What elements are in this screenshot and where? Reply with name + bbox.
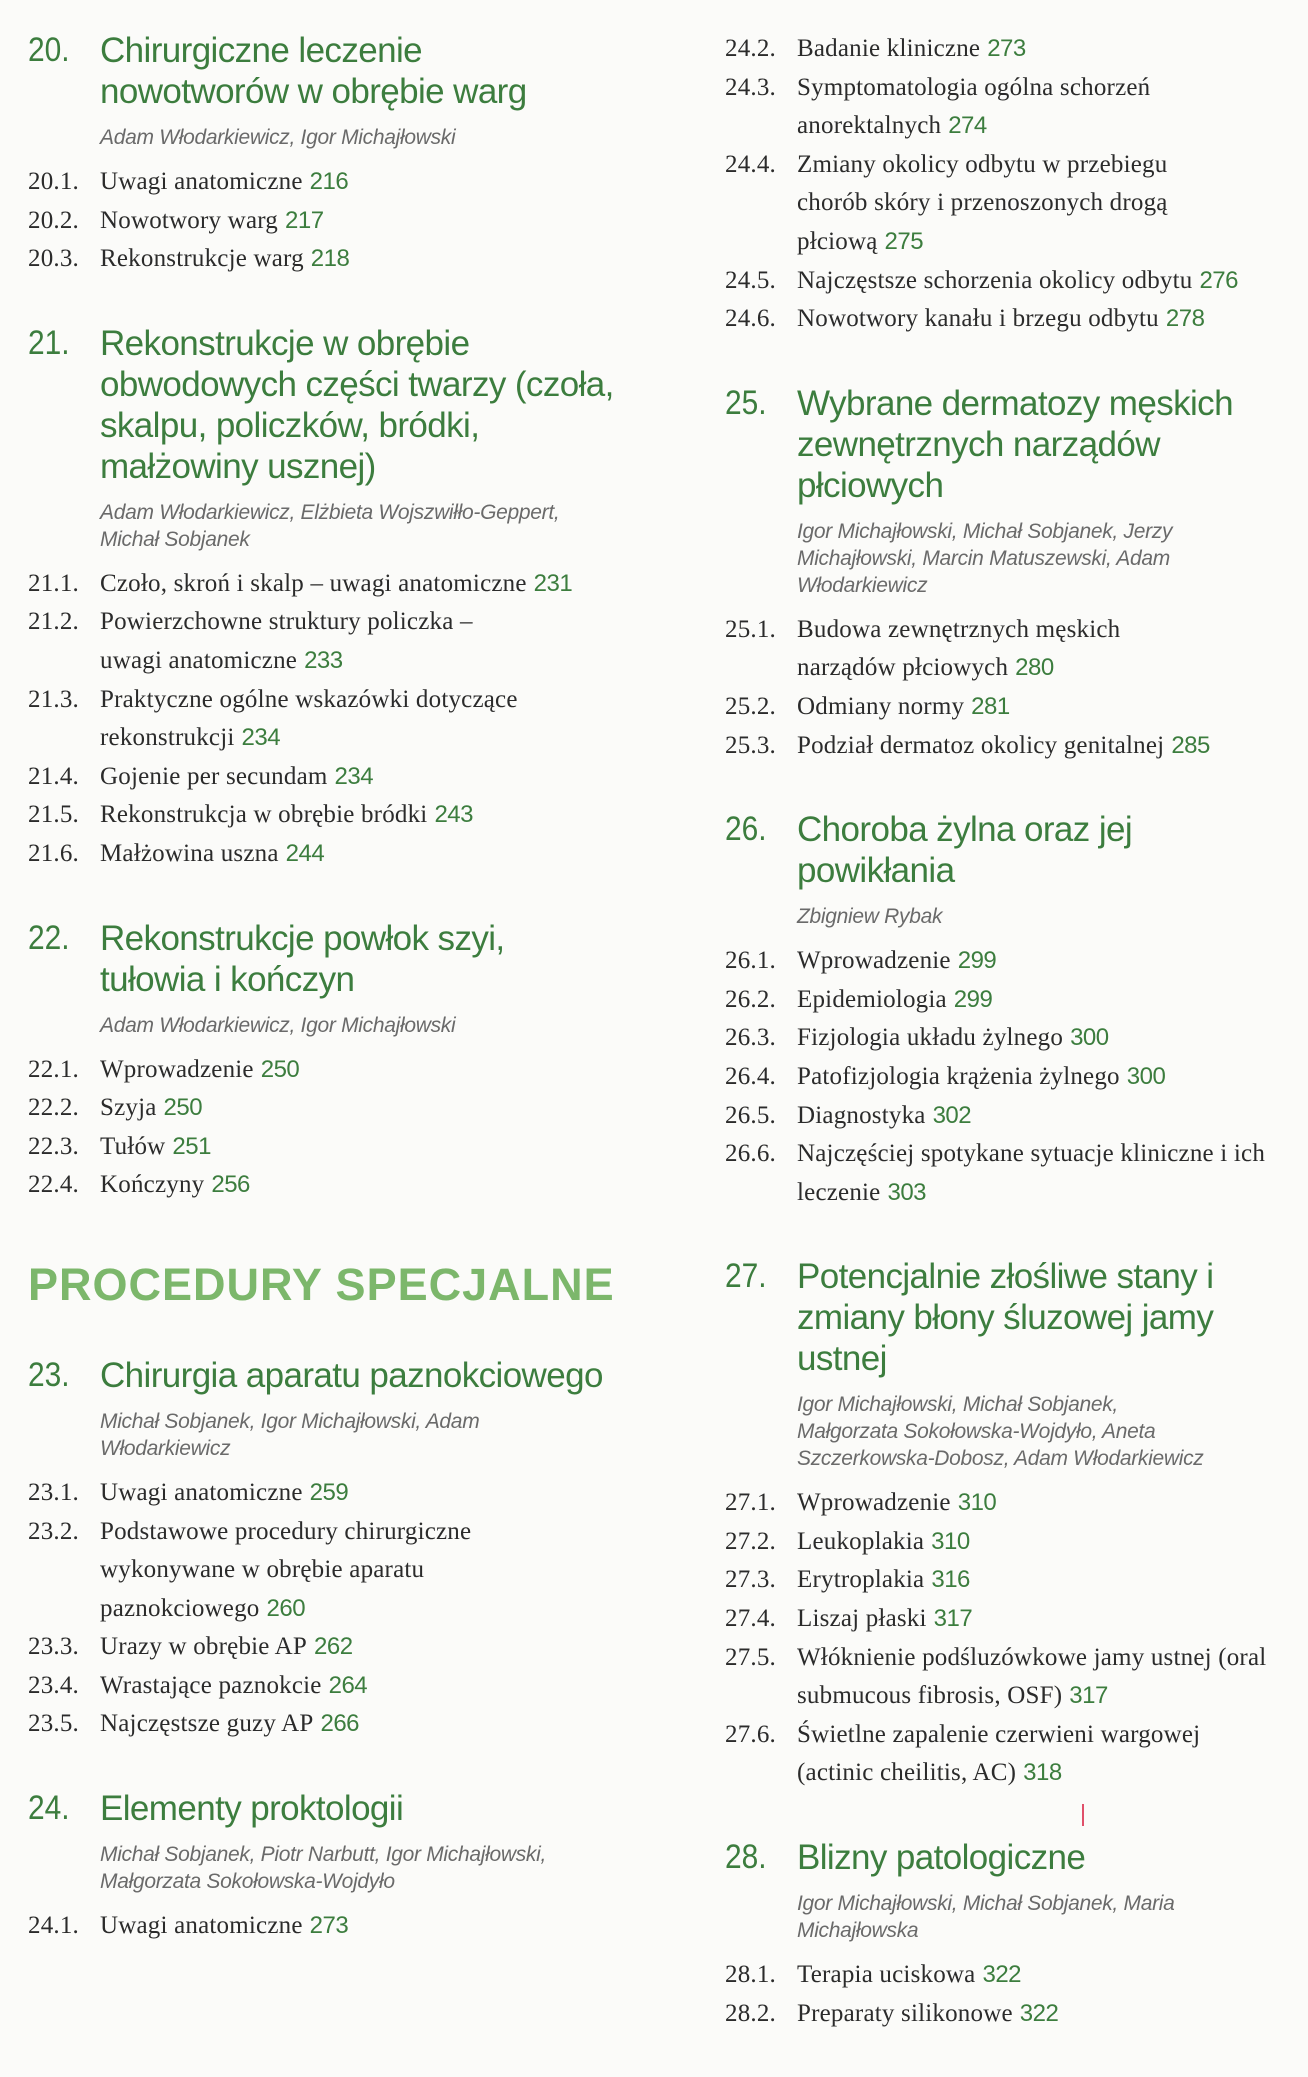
item-title: Rekonstrukcja w obrębie bródki: [100, 801, 428, 829]
item-title: Erytroplakia: [797, 1566, 925, 1594]
page-number[interactable]: 273: [987, 35, 1026, 62]
item-number: 21.1.: [28, 569, 79, 597]
chapter-authors: Michał Sobjanek, Igor Michajłowski, Adam Włodarkiewicz: [100, 1409, 480, 1460]
toc-item[interactable]: [725, 1135, 1295, 1212]
item-number: 20.3.: [28, 245, 79, 273]
toc-item[interactable]: [28, 1128, 658, 1167]
item-number: 27.3.: [725, 1566, 776, 1594]
page-number[interactable]: 250: [260, 1055, 300, 1083]
chapter-number: 24.: [28, 1789, 70, 1828]
page-number[interactable]: 278: [1165, 305, 1205, 333]
toc-item[interactable]: [725, 727, 1295, 766]
toc-item[interactable]: [725, 1716, 1295, 1793]
item-title: Świetlne zapalenie czerwieni wargowej (actinic cheilitis, AC): [797, 1720, 1201, 1787]
item-number: 26.1.: [725, 947, 776, 975]
page-number[interactable]: 218: [310, 245, 350, 273]
chapter-number: 20.: [28, 31, 70, 69]
item-number: 24.2.: [725, 35, 776, 62]
item-title: Najczęstsze guzy AP: [100, 1710, 314, 1738]
item-number: 28.1.: [725, 1961, 776, 1989]
item-number: 23.1.: [28, 1478, 79, 1506]
item-title: Uwagi anatomiczne: [100, 168, 303, 195]
page-number[interactable]: 322: [1019, 1999, 1059, 2027]
chapter-title[interactable]: Potencjalnie złośliwe stany i zmiany błony śluzowej jamy ustnej: [797, 1257, 1214, 1379]
toc-item[interactable]: [28, 758, 658, 797]
item-number: 25.2.: [725, 692, 776, 720]
item-title: Wprowadzenie: [100, 1055, 254, 1083]
chapter-22: [28, 918, 658, 1205]
chapter-heading: [28, 30, 658, 112]
item-title: Włóknienie podśluzówkowe jamy ustnej (oral submucous fibrosis, OSF): [797, 1643, 1267, 1710]
item-number: 22.3.: [28, 1132, 79, 1160]
page-number[interactable]: 273: [309, 1912, 349, 1940]
item-title: Małżowina uszna: [100, 839, 279, 867]
chapter-authors: Adam Włodarkiewicz, Igor Michajłowski: [100, 1013, 456, 1037]
item-number: 24.6.: [725, 305, 776, 333]
chapter-number: 28.: [725, 1838, 767, 1877]
item-number: 23.3.: [28, 1633, 79, 1661]
item-title: Wprowadzenie: [797, 1489, 951, 1517]
toc-item[interactable]: [28, 835, 658, 874]
page-number[interactable]: 216: [309, 168, 349, 195]
right-column: [725, 30, 1295, 2077]
item-title: Odmiany normy: [797, 692, 965, 720]
item-number: 25.1.: [725, 615, 776, 643]
toc-item[interactable]: [28, 202, 658, 241]
toc-item[interactable]: [28, 681, 658, 758]
item-title: Uwagi anatomiczne: [100, 1912, 303, 1940]
page-number[interactable]: 233: [304, 646, 343, 674]
page-number[interactable]: 234: [241, 724, 281, 752]
toc-item[interactable]: [28, 603, 658, 680]
chapter-number: 22.: [28, 918, 70, 957]
chapter-heading: [28, 918, 658, 1000]
toc-item[interactable]: [725, 1523, 1295, 1562]
item-number: 26.5.: [725, 1101, 776, 1129]
item-title: Liszaj płaski: [797, 1605, 927, 1633]
toc-item[interactable]: [28, 1513, 658, 1629]
page-number[interactable]: 310: [957, 1489, 997, 1517]
chapter-heading: [28, 323, 658, 487]
item-number: 20.1.: [28, 168, 79, 195]
page-number[interactable]: 317: [933, 1605, 973, 1633]
chapter-authors: Igor Michajłowski, Michał Sobjanek, Maria Michajłowska: [797, 1892, 1175, 1943]
toc-item[interactable]: [28, 1628, 658, 1667]
scan-mark: [1082, 1804, 1084, 1826]
chapter-26: [725, 809, 1295, 1212]
chapter-title[interactable]: Choroba żylna oraz jej powikłania: [797, 810, 1133, 891]
chapter-title[interactable]: Chirurgiczne leczenie nowotworów w obrębie warg: [100, 31, 527, 111]
item-number: 24.4.: [725, 150, 776, 178]
toc-item[interactable]: [725, 1097, 1295, 1136]
chapter-number: 23.: [28, 1355, 70, 1394]
chapter-authors: Igor Michajłowski, Michał Sobjanek, Jerzy Michajłowski, Marcin Matuszewski, Adam Włodarkiewicz: [797, 519, 1173, 597]
page-number[interactable]: 251: [172, 1132, 211, 1160]
item-title: Budowa zewnętrznych męskich narządów płciowych: [797, 615, 1121, 682]
item-title: Epidemiologia: [797, 985, 947, 1013]
toc-item[interactable]: [725, 262, 1295, 301]
item-title: Gojenie per secundam: [100, 762, 328, 790]
chapter-heading: [725, 809, 1295, 891]
toc-item[interactable]: [725, 1956, 1295, 1995]
item-title: Wrastające paznokcie: [100, 1671, 322, 1699]
toc-item[interactable]: [28, 1051, 658, 1090]
chapter-24: [28, 1788, 658, 1946]
item-number: 24.3.: [725, 73, 776, 101]
chapter-authors: Adam Włodarkiewicz, Elżbieta Wojszwiłło-Geppert, Michał Sobjanek: [100, 500, 560, 551]
page-number[interactable]: 244: [285, 839, 325, 867]
page-number[interactable]: 280: [1015, 654, 1054, 682]
toc-item[interactable]: [28, 1089, 658, 1128]
item-number: 23.4.: [28, 1671, 79, 1699]
page-number[interactable]: 318: [1023, 1759, 1062, 1787]
page-number[interactable]: 262: [314, 1633, 353, 1661]
page-number[interactable]: 300: [1126, 1062, 1166, 1090]
item-number: 24.5.: [725, 266, 776, 294]
chapter-20: [28, 30, 658, 279]
toc-item[interactable]: [725, 1600, 1295, 1639]
item-title: Kończyny: [100, 1171, 205, 1199]
page-number[interactable]: 310: [931, 1527, 970, 1555]
chapter-number: 21.: [28, 323, 70, 362]
item-title: Symptomatologia ogólna schorzeń anorektalnych: [797, 73, 1151, 140]
chapter-23: [28, 1355, 658, 1744]
toc-item[interactable]: [28, 1474, 658, 1513]
item-number: 28.2.: [725, 1999, 776, 2027]
page-number[interactable]: 275: [884, 227, 924, 255]
item-number: 26.3.: [725, 1024, 776, 1052]
chapter-heading: [725, 1837, 1295, 1878]
toc-item[interactable]: [28, 796, 658, 835]
item-number: 27.5.: [725, 1643, 776, 1671]
item-number: 26.6.: [725, 1140, 776, 1168]
item-title: Nowotwory warg: [100, 206, 279, 234]
toc-item[interactable]: [725, 1484, 1295, 1523]
item-number: 20.2.: [28, 206, 79, 234]
page-number[interactable]: 260: [266, 1594, 306, 1622]
item-number: 23.2.: [28, 1517, 79, 1545]
toc-item[interactable]: [725, 1561, 1295, 1600]
chapter-title[interactable]: Chirurgia aparatu paznokciowego: [100, 1355, 603, 1395]
item-title: Preparaty silikonowe: [797, 1999, 1013, 2027]
toc-item[interactable]: [725, 1995, 1295, 2034]
toc-item[interactable]: [725, 300, 1295, 339]
page-number[interactable]: 303: [887, 1178, 927, 1206]
toc-item[interactable]: [725, 688, 1295, 727]
item-title: Tułów: [100, 1132, 166, 1160]
chapter-25: [725, 383, 1295, 765]
page-number[interactable]: 322: [982, 1961, 1022, 1989]
item-title: Uwagi anatomiczne: [100, 1478, 303, 1506]
chapter-authors: Zbigniew Rybak: [797, 905, 943, 929]
item-number: 21.4.: [28, 762, 79, 790]
toc-item[interactable]: [28, 1166, 658, 1205]
page-number[interactable]: 231: [533, 569, 573, 597]
toc-item[interactable]: [28, 565, 658, 604]
page-number[interactable]: 234: [334, 762, 374, 790]
chapter-title[interactable]: Elementy proktologii: [100, 1789, 404, 1829]
item-title: Powierzchowne struktury policzka – uwagi anatomiczne: [100, 608, 473, 674]
item-number: 21.2.: [28, 608, 79, 636]
page-number[interactable]: 274: [948, 112, 987, 140]
chapter-title[interactable]: Blizny patologiczne: [797, 1838, 1086, 1878]
page-number[interactable]: 217: [285, 206, 324, 234]
item-title: Najczęściej spotykane sytuacje kliniczne i ich leczenie: [797, 1140, 1266, 1206]
page-number[interactable]: 256: [211, 1171, 250, 1199]
item-number: 25.3.: [725, 731, 776, 759]
page-number[interactable]: 259: [309, 1478, 349, 1506]
toc-item[interactable]: [725, 1058, 1295, 1097]
toc-item[interactable]: [725, 611, 1295, 688]
item-title: Wprowadzenie: [797, 947, 951, 975]
toc-item[interactable]: [725, 1019, 1295, 1058]
chapter-24-continued: [725, 30, 1295, 339]
item-number: 27.4.: [725, 1605, 776, 1633]
item-number: 22.1.: [28, 1055, 79, 1083]
item-title: Urazy w obrębie AP: [100, 1633, 308, 1661]
item-number: 27.6.: [725, 1720, 776, 1748]
toc-item[interactable]: [725, 1639, 1295, 1716]
left-column: [28, 30, 658, 1990]
toc-item[interactable]: [28, 163, 658, 202]
toc-item[interactable]: [725, 30, 1295, 69]
toc-item[interactable]: [28, 1907, 658, 1946]
toc-item[interactable]: [28, 1667, 658, 1706]
page-number[interactable]: 302: [932, 1101, 972, 1129]
item-title: Diagnostyka: [797, 1101, 926, 1129]
chapter-heading: [725, 1256, 1295, 1379]
chapter-27: [725, 1256, 1295, 1793]
item-number: 23.5.: [28, 1710, 79, 1738]
item-number: 22.4.: [28, 1171, 79, 1199]
toc-item[interactable]: [28, 240, 658, 279]
chapter-authors: Igor Michajłowski, Michał Sobjanek, Małgorzata Sokołowska-Wojdyło, Aneta Szczerkowska-Dobosz, Adam Włodarkiewicz: [797, 1393, 1204, 1471]
page-number[interactable]: 264: [328, 1671, 368, 1699]
chapter-heading: [28, 1355, 658, 1396]
page-number[interactable]: 316: [931, 1566, 970, 1594]
chapter-heading: [28, 1788, 658, 1829]
item-title: Fizjologia układu żylnego: [797, 1024, 1064, 1052]
item-number: 21.5.: [28, 801, 79, 829]
item-title: Badanie kliniczne: [797, 35, 981, 62]
chapter-title[interactable]: Wybrane dermatozy męskich zewnętrznych narządów płciowych: [797, 383, 1233, 505]
page-number[interactable]: 266: [320, 1710, 360, 1738]
chapter-number: 27.: [725, 1257, 767, 1296]
chapter-heading: [725, 383, 1295, 506]
item-number: 26.4.: [725, 1062, 776, 1090]
chapter-number: 25.: [725, 383, 767, 422]
page-number[interactable]: 250: [163, 1094, 203, 1122]
item-title: Terapia uciskowa: [797, 1961, 976, 1989]
toc-item[interactable]: [725, 981, 1295, 1020]
page-number[interactable]: 276: [1199, 266, 1238, 294]
item-title: Leukoplakia: [797, 1527, 925, 1555]
page-number[interactable]: 281: [971, 692, 1010, 720]
item-title: Najczęstsze schorzenia okolicy odbytu: [797, 266, 1193, 294]
toc-item[interactable]: [725, 69, 1295, 146]
page-number[interactable]: 300: [1070, 1024, 1109, 1052]
section-heading: PROCEDURY SPECJALNE: [28, 1258, 615, 1310]
item-number: 22.2.: [28, 1094, 79, 1122]
item-title: Szyja: [100, 1094, 157, 1122]
chapter-authors: Michał Sobjanek, Piotr Narbutt, Igor Michajłowski, Małgorzata Sokołowska-Wojdyło: [100, 1843, 547, 1894]
page-number[interactable]: 285: [1171, 731, 1210, 759]
toc-item[interactable]: [725, 146, 1295, 262]
chapter-title[interactable]: Rekonstrukcje w obrębie obwodowych części twarzy (czoła, skalpu, policzków, bródki, małżowiny usznej): [100, 323, 614, 486]
chapter-number: 26.: [725, 810, 767, 849]
item-title: Praktyczne ogólne wskazówki dotyczące rekonstrukcji: [100, 685, 518, 752]
item-title: Rekonstrukcje warg: [100, 245, 304, 273]
toc-item[interactable]: [28, 1705, 658, 1744]
item-title: Czoło, skroń i skalp – uwagi anatomiczne: [100, 569, 527, 597]
item-number: 27.1.: [725, 1489, 776, 1517]
item-number: 24.1.: [28, 1912, 79, 1940]
chapter-authors: Adam Włodarkiewicz, Igor Michajłowski: [100, 126, 456, 149]
item-title: Podział dermatoz okolicy genitalnej: [797, 731, 1165, 759]
item-title: Zmiany okolicy odbytu w przebiegu chorób skóry i przenoszonych drogą płciową: [797, 150, 1168, 255]
page-number[interactable]: 299: [957, 947, 997, 975]
item-number: 27.2.: [725, 1527, 776, 1555]
page-number[interactable]: 243: [434, 801, 473, 829]
chapter-21: [28, 323, 658, 874]
page-number[interactable]: 299: [953, 985, 993, 1013]
page-number[interactable]: 317: [1069, 1682, 1108, 1710]
item-title: Patofizjologia krążenia żylnego: [797, 1062, 1120, 1090]
toc-item[interactable]: [725, 942, 1295, 981]
item-title: Podstawowe procedury chirurgiczne wykonywane w obrębie aparatu paznokciowego: [100, 1517, 472, 1622]
chapter-28: [725, 1837, 1295, 2033]
chapter-title[interactable]: Rekonstrukcje powłok szyi, tułowia i kończyn: [100, 918, 505, 999]
item-title: Nowotwory kanału i brzegu odbytu: [797, 305, 1159, 333]
item-number: 26.2.: [725, 985, 776, 1013]
item-number: 21.6.: [28, 839, 79, 867]
item-number: 21.3.: [28, 685, 79, 713]
